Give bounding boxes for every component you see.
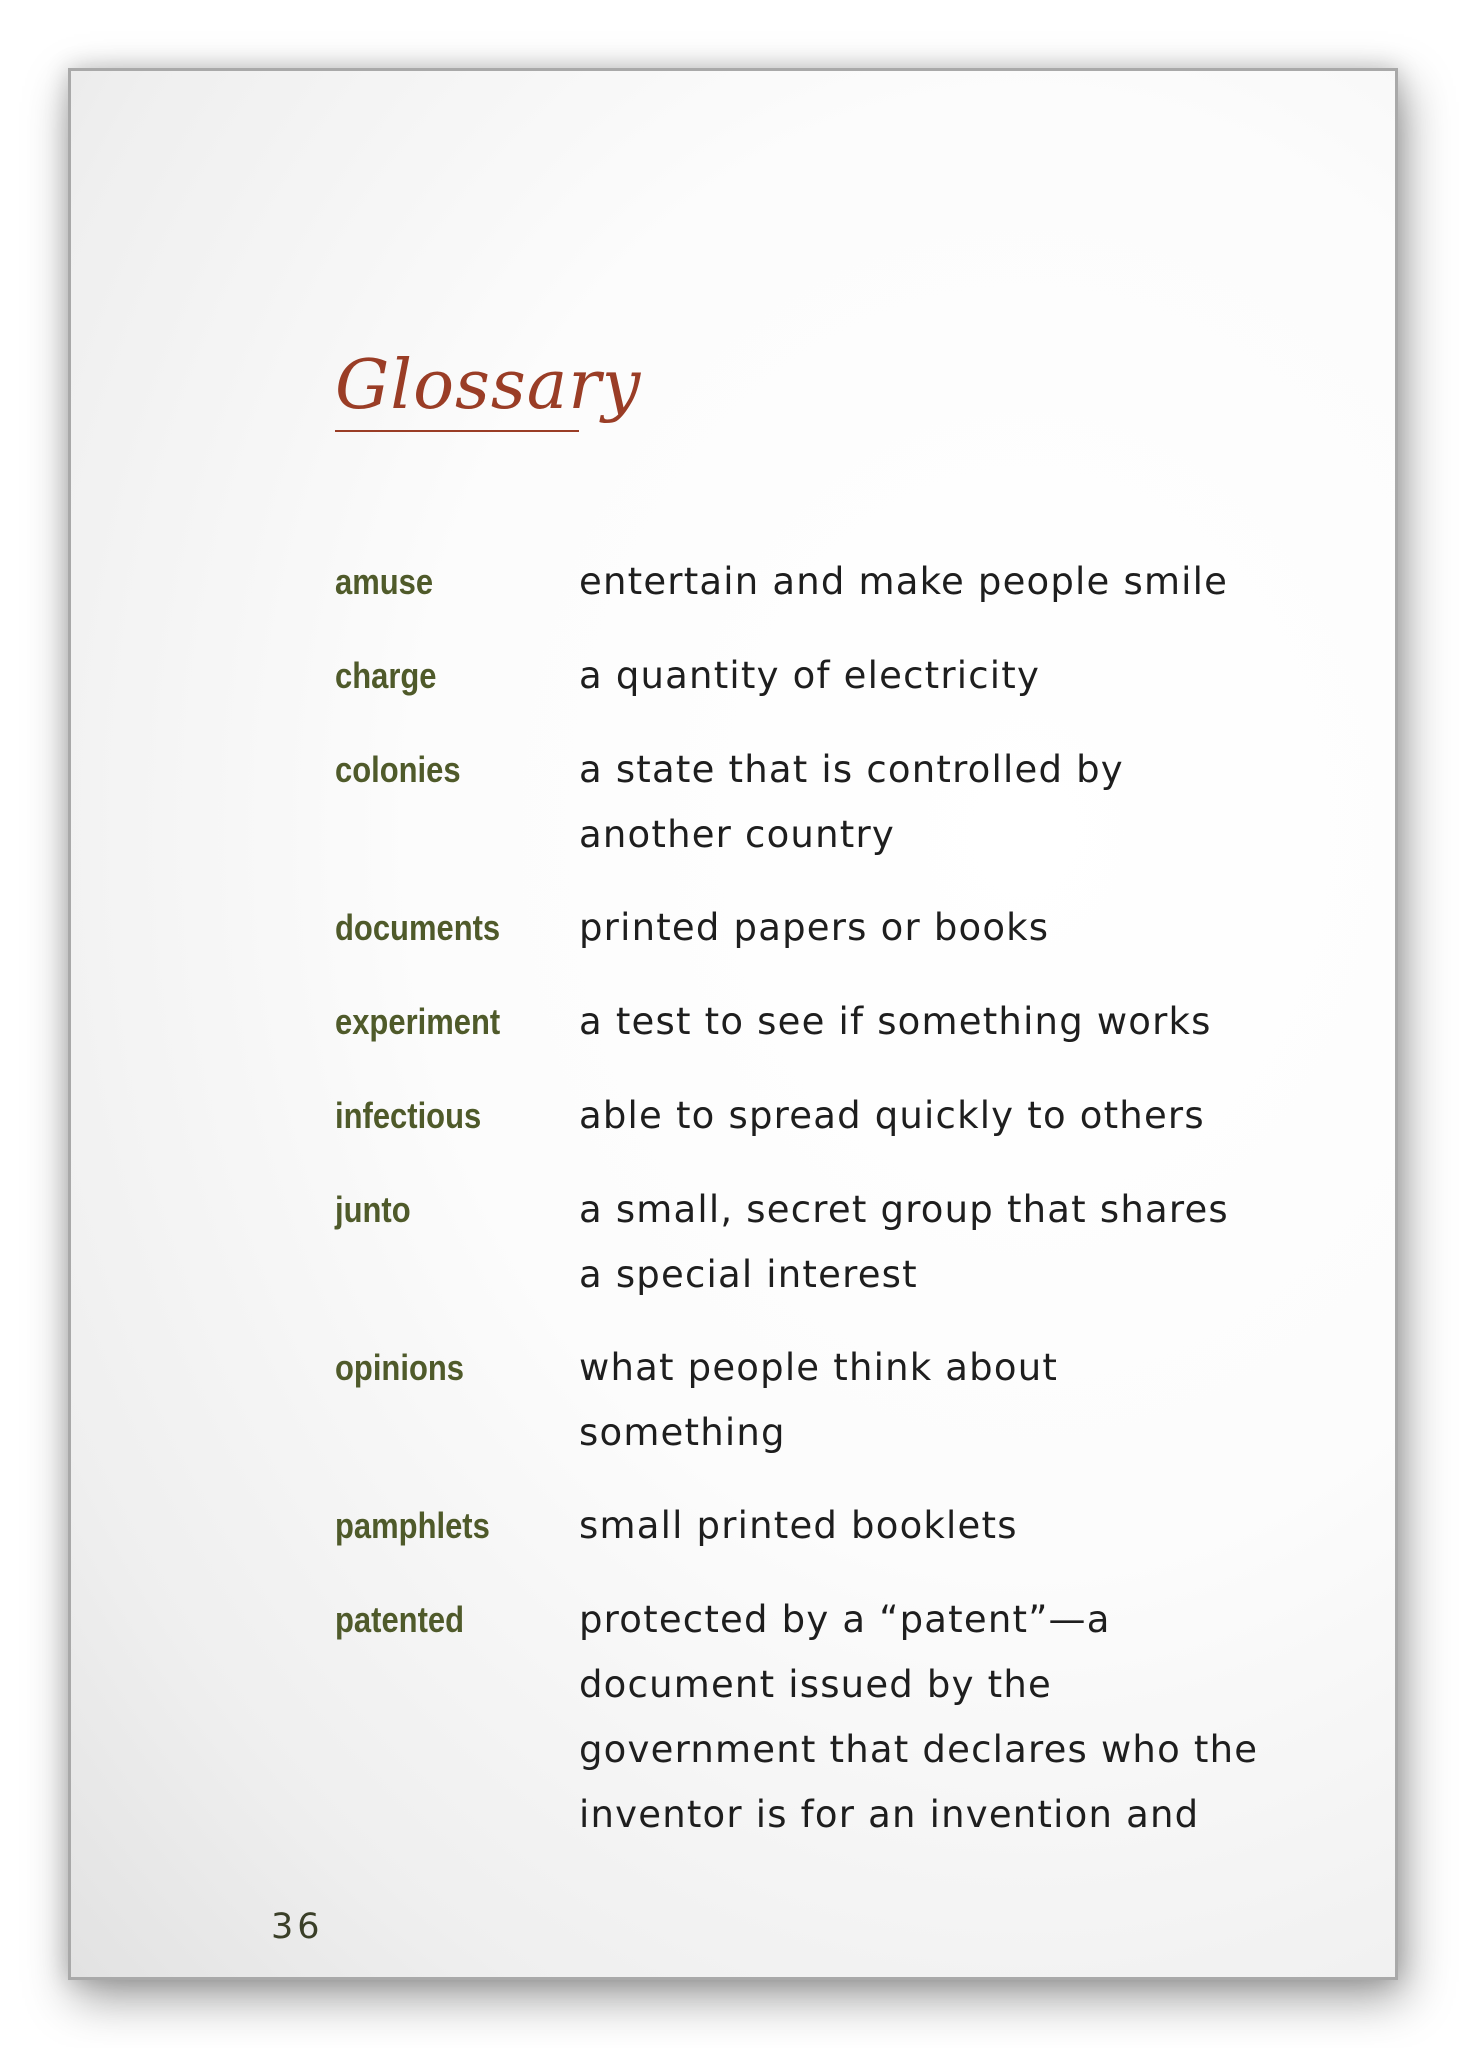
- glossary-definition: small printed booklets: [579, 1504, 1018, 1547]
- page-number: 36: [271, 1907, 324, 1947]
- glossary-entry: [335, 1083, 1275, 1149]
- glossary-definition: protected by a “patent”—a document issued by the government that declares who the inventor is for an invention and: [579, 1598, 1259, 1836]
- glossary-entry: [335, 737, 1275, 867]
- glossary-definition: entertain and make people smile: [579, 560, 1229, 603]
- glossary-term: infectious: [335, 1095, 482, 1136]
- glossary-entry: [335, 1493, 1275, 1559]
- page-title: Glossary: [335, 346, 642, 425]
- glossary-term: junto: [335, 1189, 411, 1230]
- glossary-definition: what people think about something: [579, 1346, 1059, 1454]
- glossary-term: colonies: [335, 749, 461, 790]
- glossary-term: pamphlets: [335, 1505, 490, 1546]
- book-page: [68, 68, 1398, 1980]
- glossary-entry: [335, 549, 1275, 615]
- glossary-term: charge: [335, 655, 437, 696]
- glossary-term: documents: [335, 907, 501, 948]
- glossary-list: [335, 549, 1275, 1875]
- glossary-definition: able to spread quickly to others: [579, 1094, 1205, 1137]
- glossary-term: patented: [335, 1599, 465, 1640]
- glossary-term: experiment: [335, 1001, 501, 1042]
- glossary-term: opinions: [335, 1347, 464, 1388]
- glossary-entry: [335, 1335, 1275, 1465]
- glossary-definition: a test to see if something works: [579, 1000, 1212, 1043]
- glossary-definition: a small, secret group that shares a special interest: [579, 1188, 1229, 1296]
- glossary-entry: [335, 1177, 1275, 1307]
- glossary-term: amuse: [335, 561, 434, 602]
- glossary-entry: [335, 1587, 1275, 1847]
- glossary-definition: printed papers or books: [579, 906, 1050, 949]
- glossary-definition: a quantity of electricity: [579, 654, 1041, 697]
- glossary-entry: [335, 895, 1275, 961]
- glossary-entry: [335, 989, 1275, 1055]
- glossary-definition: a state that is controlled by another country: [579, 748, 1124, 856]
- title-underline: [335, 430, 579, 432]
- glossary-entry: [335, 643, 1275, 709]
